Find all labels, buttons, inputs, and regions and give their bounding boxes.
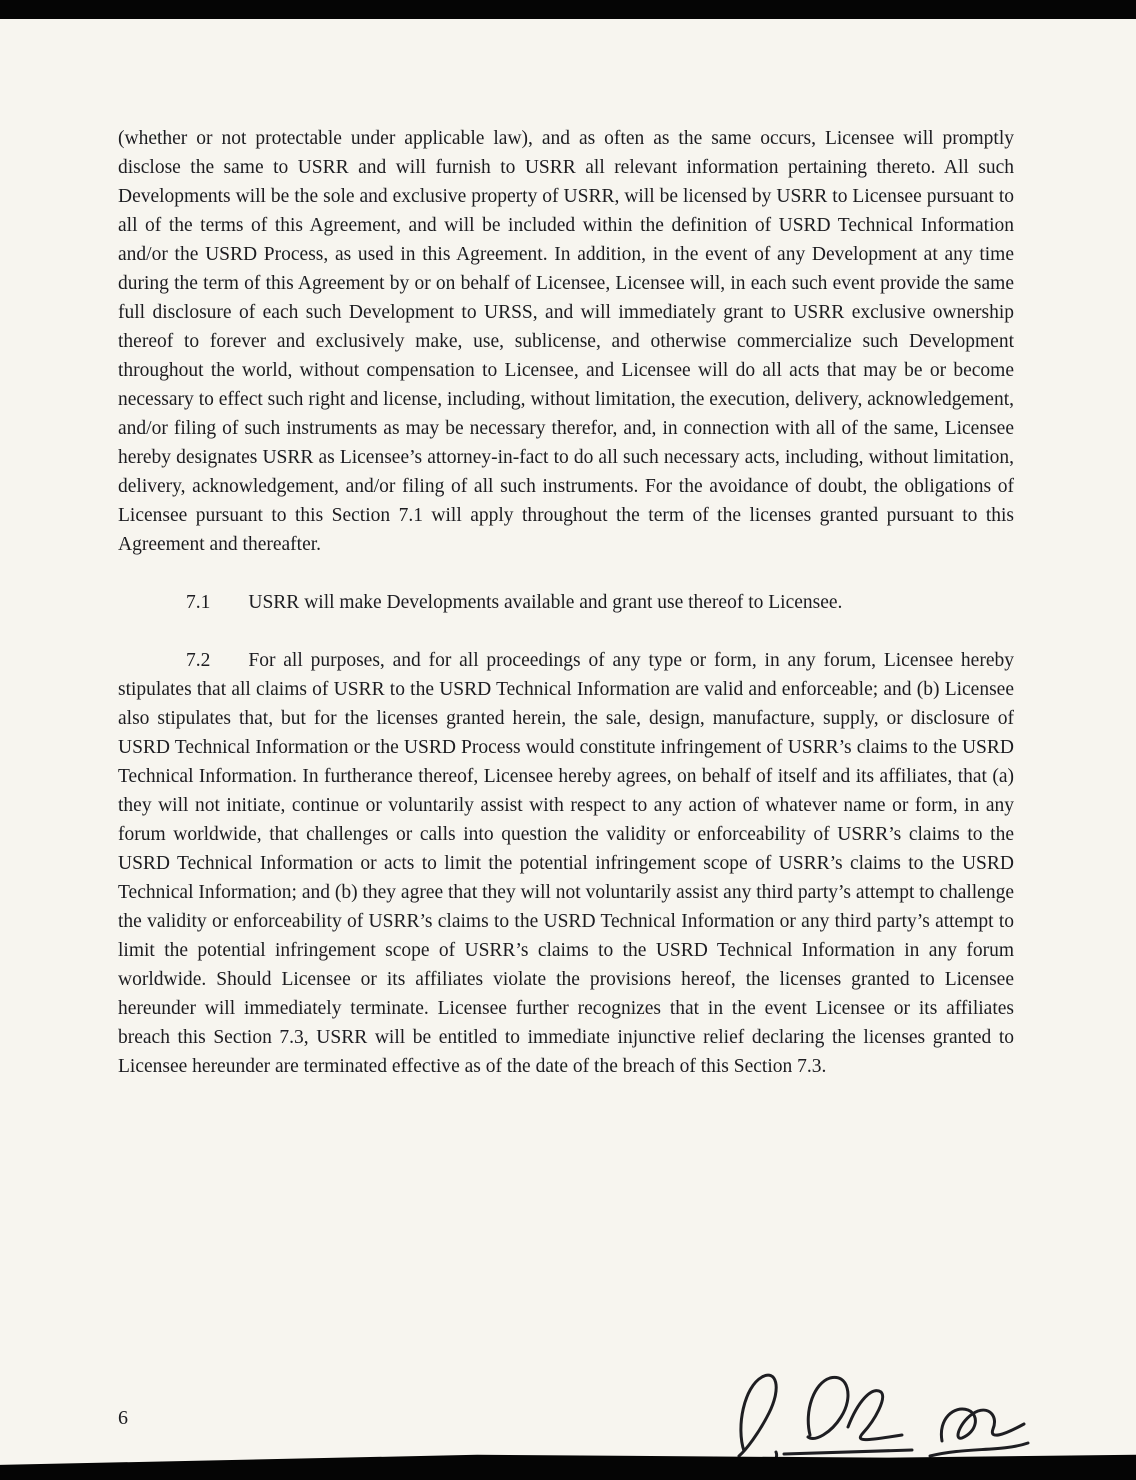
section-7-1 [118, 588, 1014, 617]
document-body [118, 124, 1014, 1110]
paragraph-continuation: (whether or not protectable under applicable law), and as often as the same occurs, Licensee will promptly disclose the same to USRR and will furnish to USRR all relevant information pertaining thereto. All such Developments will be the sole and exclusive property of USRR, will be licensed by USRR to Licensee pursuant to all of the terms of this Agreement, and will be included within the definition of USRD Technical Information and/or the USRD Process, as used in this Agreement. In addition, in the event of any Development at any time during the term of this Agreement by or on behalf of Licensee, Licensee will, in each such event provide the same full disclosure of each such Development to URSS, and will immediately grant to USRR exclusive ownership thereof to forever and exclusively make, use, sublicense, and otherwise commercialize such Development throughout the world, without compensation to Licensee, and Licensee will do all acts that may be or become necessary to effect such right and license, including, without limitation, the execution, delivery, acknowledgement, and/or filing of such instruments as may be necessary therefor, and, in connection with all of the same, Licensee hereby designates USRR as Licensee’s attorney-in-fact to do all such necessary acts, including, without limitation, delivery, acknowledgement, and/or filing of all such instruments. For the avoidance of doubt, the obligations of Licensee pursuant to this Section 7.1 will apply throughout the term of the licenses granted pursuant to this Agreement and thereafter. [118, 128, 1014, 555]
page-number: 6 [118, 1407, 128, 1429]
section-number: 7.1 [186, 592, 211, 613]
section-text: USRR will make Developments available and grant use thereof to Licensee. [248, 592, 843, 613]
section-number: 7.2 [186, 650, 211, 671]
section-text: For all purposes, and for all proceedings of any type or form, in any forum, Licensee hereby stipulates that all claims of USRR to the USRD Technical Information are valid and enforceable; and (b) Licensee also stipulates that, but for the licenses granted herein, the sale, design, manufacture, supply, or disclosure of USRD Technical Information or the USRD Process would constitute infringement of USRR’s claims to the USRD Technical Information. In furtherance thereof, Licensee hereby agrees, on behalf of itself and its affiliates, that (a) they will not initiate, continue or voluntarily assist with respect to any action of whatever name or form, in any forum worldwide, that challenges or calls into question the validity or enforceability of USRR’s claims to the USRD Technical Information or acts to limit the potential infringement scope of USRR’s claims to the USRD Technical Information; and (b) they agree that they will not voluntarily assist any third party’s attempt to challenge the validity or enforceability of USRR’s claims to the USRD Technical Information or any third party’s attempt to limit the potential infringement scope of USRR’s claims to the USRD Technical Information in any forum worldwide. Should Licensee or its affiliates violate the provisions hereof, the licenses granted to Licensee hereunder will immediately terminate. Licensee further recognizes that in the event Licensee or its affiliates breach this Section 7.3, USRR will be entitled to immediate injunctive relief declaring the licenses granted to Licensee hereunder are terminated effective as of the date of the breach of this Section 7.3. [118, 650, 1014, 1077]
section-7-2 [118, 646, 1014, 1081]
signature-initials-right [930, 1409, 1028, 1456]
signature-initials-left [739, 1375, 912, 1465]
handwritten-signatures [714, 1355, 1038, 1467]
scan-artifact-top-bar [0, 0, 1136, 19]
signature-block [714, 1355, 1038, 1467]
